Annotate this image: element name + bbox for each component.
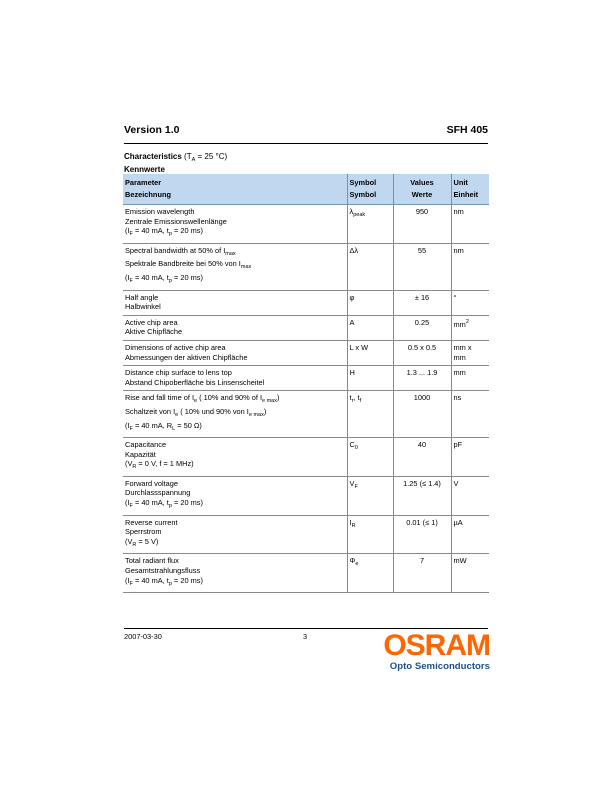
row-symbol: Δλ xyxy=(347,243,393,290)
row-symbol: $t_r$, $t_f$ xyxy=(347,391,393,438)
osram-logo xyxy=(380,630,490,674)
row-unit: mm xyxy=(451,366,489,391)
row-unit: nm xyxy=(451,205,489,244)
part-number: SFH 405 xyxy=(446,124,488,136)
table-row xyxy=(123,315,489,340)
footer-date: 2007-03-30 xyxy=(124,632,162,641)
characteristics-table xyxy=(123,174,489,593)
row-value: 950 xyxy=(393,205,451,244)
table-row xyxy=(123,476,489,515)
header-values: Values Werte xyxy=(393,174,451,205)
header-parameter: Parameter Bezeichnung xyxy=(123,174,347,205)
row-unit: nm xyxy=(451,243,489,290)
row-symbol: H xyxy=(347,366,393,391)
row-value: ± 16 xyxy=(393,290,451,315)
row-symbol: φ xyxy=(347,290,393,315)
table-row xyxy=(123,554,489,593)
table-row xyxy=(123,340,489,365)
header-divider xyxy=(124,143,488,144)
row-parameter: Spectral bandwidth at 50% of $I_{max}$ Spektrale Bandbreite bei 50% von $I_{max}$ ($I_F = 40$ mA, $t_p = 20$ ms) xyxy=(123,243,347,290)
row-symbol: $V_F$ xyxy=(347,476,393,515)
row-symbol: $\lambda_{peak}$ xyxy=(347,205,393,244)
section-condition: ($T_A = 25$ °C) xyxy=(184,152,228,163)
row-value: 0.5 x 0.5 xyxy=(393,340,451,365)
header-unit: Unit Einheit xyxy=(451,174,489,205)
row-symbol: $I_R$ xyxy=(347,515,393,554)
row-value: 0.25 xyxy=(393,315,451,340)
table-row xyxy=(123,438,489,477)
table-row xyxy=(123,205,489,244)
row-parameter: Total radiant flux Gesamtstrahlungsfluss ($I_F = 40$ mA, $t_p = 20$ ms) xyxy=(123,554,347,593)
row-parameter: Emission wavelength Zentrale Emissionswellenlänge ($I_F = 40$ mA, $t_p = 20$ ms) xyxy=(123,205,347,244)
table-header-row xyxy=(123,174,489,205)
row-unit: mm x mm xyxy=(451,340,489,365)
logo-brand: OSRAM xyxy=(383,629,490,662)
row-unit: pF xyxy=(451,438,489,477)
header-symbol: Symbol Symbol xyxy=(347,174,393,205)
row-value: 1.25 (≤ 1.4) xyxy=(393,476,451,515)
row-parameter: Reverse current Sperrstrom ($V_R = 5$ V) xyxy=(123,515,347,554)
table-row xyxy=(123,290,489,315)
row-unit: $mm^2$ xyxy=(451,315,489,340)
section-title-de: Kennwerte xyxy=(124,165,165,174)
row-symbol: $\Phi_e$ xyxy=(347,554,393,593)
row-parameter: Half angle Halbwinkel xyxy=(123,290,347,315)
page-header xyxy=(124,124,488,140)
row-value: 0.01 (≤ 1) xyxy=(393,515,451,554)
table-row xyxy=(123,515,489,554)
row-symbol: A xyxy=(347,315,393,340)
row-symbol: $C_0$ xyxy=(347,438,393,477)
row-symbol: L x W xyxy=(347,340,393,365)
row-parameter: Active chip area Aktive Chipfläche xyxy=(123,315,347,340)
version-label: Version 1.0 xyxy=(124,124,180,136)
logo-tagline: Opto Semiconductors xyxy=(389,661,490,672)
row-parameter: Capacitance Kapazität ($V_R = 0$ V, f = 1 MHz) xyxy=(123,438,347,477)
row-unit: V xyxy=(451,476,489,515)
row-unit: mW xyxy=(451,554,489,593)
row-value: 1000 xyxy=(393,391,451,438)
page-number: 3 xyxy=(303,632,308,641)
row-unit: ° xyxy=(451,290,489,315)
row-unit: ns xyxy=(451,391,489,438)
row-value: 55 xyxy=(393,243,451,290)
section-title: Characteristics xyxy=(124,152,182,161)
table-row xyxy=(123,243,489,290)
table-row xyxy=(123,391,489,438)
row-value: 40 xyxy=(393,438,451,477)
section-heading xyxy=(124,152,227,175)
row-parameter: Rise and fall time of $I_e$ ( 10% and 90% of $I_{e max}$) Schaltzeit von $I_e$ ( 10% und 90% von $I_{e max}$) ($I_F = 40$ mA, $R_L = 50$ Ω) xyxy=(123,391,347,438)
row-parameter: Forward voltage Durchlassspannung ($I_F = 40$ mA, $t_p = 20$ ms) xyxy=(123,476,347,515)
row-parameter: Distance chip surface to lens top Abstand Chipoberfläche bis Linsenscheitel xyxy=(123,366,347,391)
row-value: 1.3 ... 1.9 xyxy=(393,366,451,391)
row-parameter: Dimensions of active chip area Abmessungen der aktiven Chipfläche xyxy=(123,340,347,365)
row-unit: µA xyxy=(451,515,489,554)
row-value: 7 xyxy=(393,554,451,593)
table-row xyxy=(123,366,489,391)
